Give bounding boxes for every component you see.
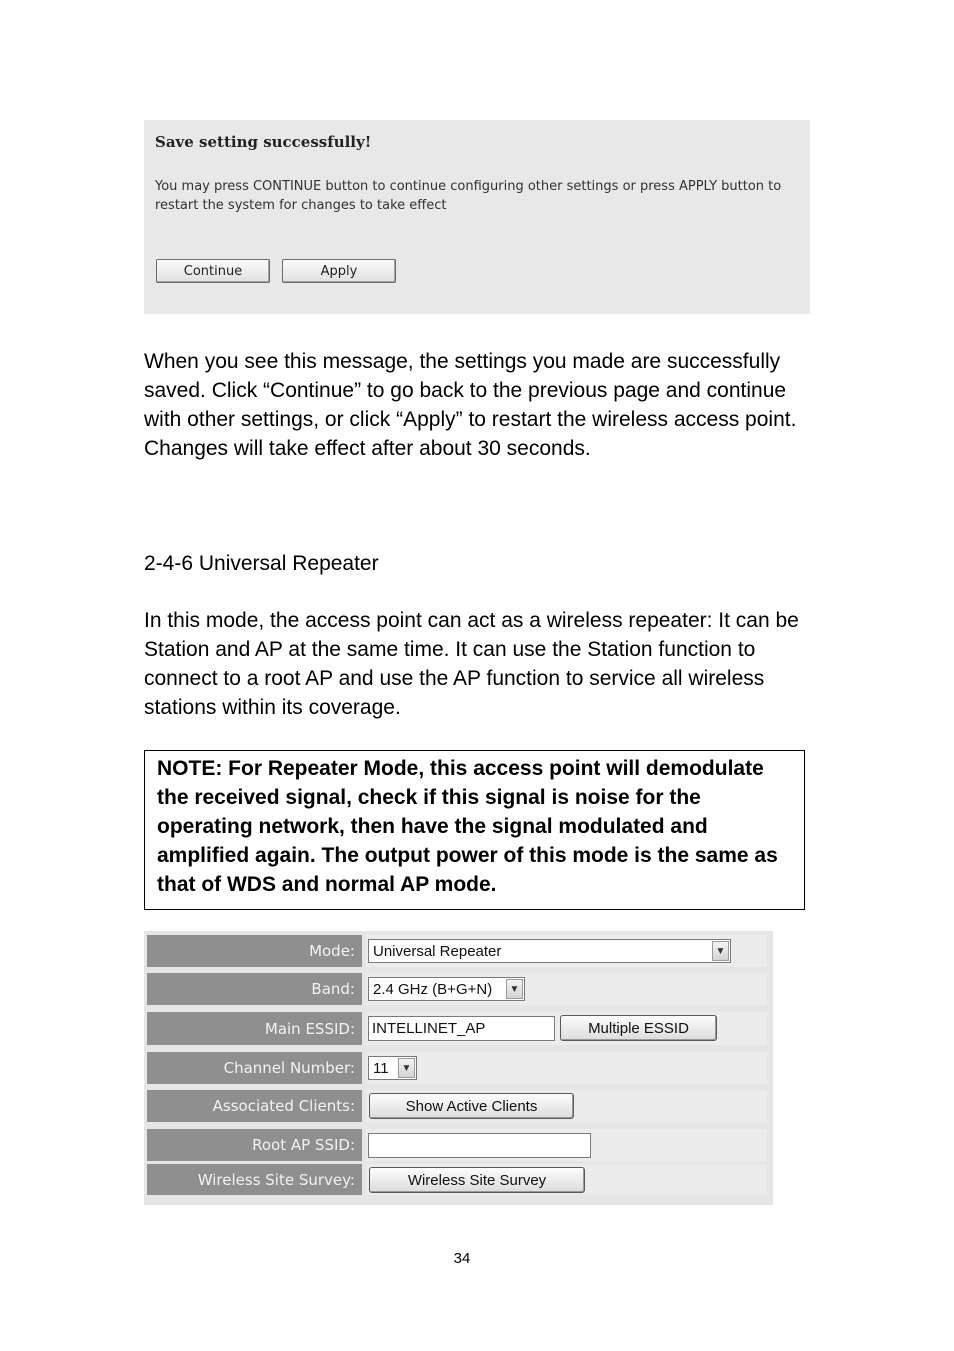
essid-input[interactable] (368, 1016, 555, 1041)
body-paragraph-save: When you see this message, the settings you made are successfully saved. Click “Continue” to go back to the previous page and continue with other settings, or click “Apply” to restart the wireless access point. Changes will take effect after about 30 seconds. (144, 350, 797, 460)
chevron-down-icon: ▼ (398, 1058, 415, 1078)
chevron-down-icon: ▼ (712, 941, 729, 961)
clients-label: Associated Clients: (147, 1090, 362, 1122)
channel-select-value: 11 (373, 1059, 389, 1077)
repeater-settings-form (144, 931, 773, 1205)
body-paragraph-repeater: In this mode, the access point can act as a wireless repeater: It can be Station and AP at the same time. It can use the Station function to connect to a root AP and use the AP function to service all wireless stations within its coverage. (144, 609, 799, 719)
show-active-clients-button[interactable]: Show Active Clients (369, 1093, 574, 1119)
band-select-value: 2.4 GHz (B+G+N) (373, 980, 493, 998)
note-box (144, 750, 805, 910)
save-title: Save setting successfully! (155, 133, 372, 151)
root-ssid-label: Root AP SSID: (147, 1129, 362, 1161)
band-value-cell (366, 973, 767, 1005)
clients-value-cell (366, 1090, 767, 1122)
mode-label: Mode: (147, 935, 362, 967)
save-confirmation-panel (144, 120, 810, 314)
section-heading: 2-4-6 Universal Repeater (144, 552, 379, 575)
apply-button[interactable]: Apply (282, 259, 396, 283)
mode-select-value: Universal Repeater (373, 942, 502, 960)
form-row-mode (147, 935, 767, 967)
note-text: NOTE: For Repeater Mode, this access point will demodulate the received signal, check if this signal is noise for the operating network, then have the signal modulated and amplified again. The output power of this mode is the same as that of WDS and normal AP mode. (157, 757, 778, 896)
wireless-site-survey-button[interactable]: Wireless Site Survey (369, 1167, 585, 1193)
root-ssid-value-cell (366, 1129, 767, 1161)
form-row-survey (147, 1164, 767, 1195)
root-ssid-input[interactable] (368, 1133, 591, 1158)
channel-select[interactable] (368, 1056, 417, 1080)
save-message: You may press CONTINUE button to continue configuring other settings or press APPLY button to restart the system for changes to take effect (155, 179, 782, 213)
survey-value-cell (366, 1164, 767, 1195)
page-number: 34 (453, 1250, 471, 1267)
essid-value-cell (366, 1012, 767, 1045)
band-select[interactable] (368, 977, 525, 1001)
form-row-essid (147, 1012, 767, 1045)
survey-label: Wireless Site Survey: (147, 1164, 362, 1195)
mode-select[interactable] (368, 939, 731, 963)
multiple-essid-button[interactable]: Multiple ESSID (560, 1015, 717, 1041)
band-label: Band: (147, 973, 362, 1005)
form-row-band (147, 973, 767, 1005)
mode-value-cell (366, 935, 767, 967)
continue-button[interactable]: Continue (156, 259, 270, 283)
chevron-down-icon: ▼ (506, 979, 523, 999)
form-row-channel (147, 1052, 767, 1084)
channel-value-cell (366, 1052, 767, 1084)
essid-label: Main ESSID: (147, 1012, 362, 1045)
form-row-root-ssid (147, 1129, 767, 1161)
form-row-clients (147, 1090, 767, 1122)
channel-label: Channel Number: (147, 1052, 362, 1084)
